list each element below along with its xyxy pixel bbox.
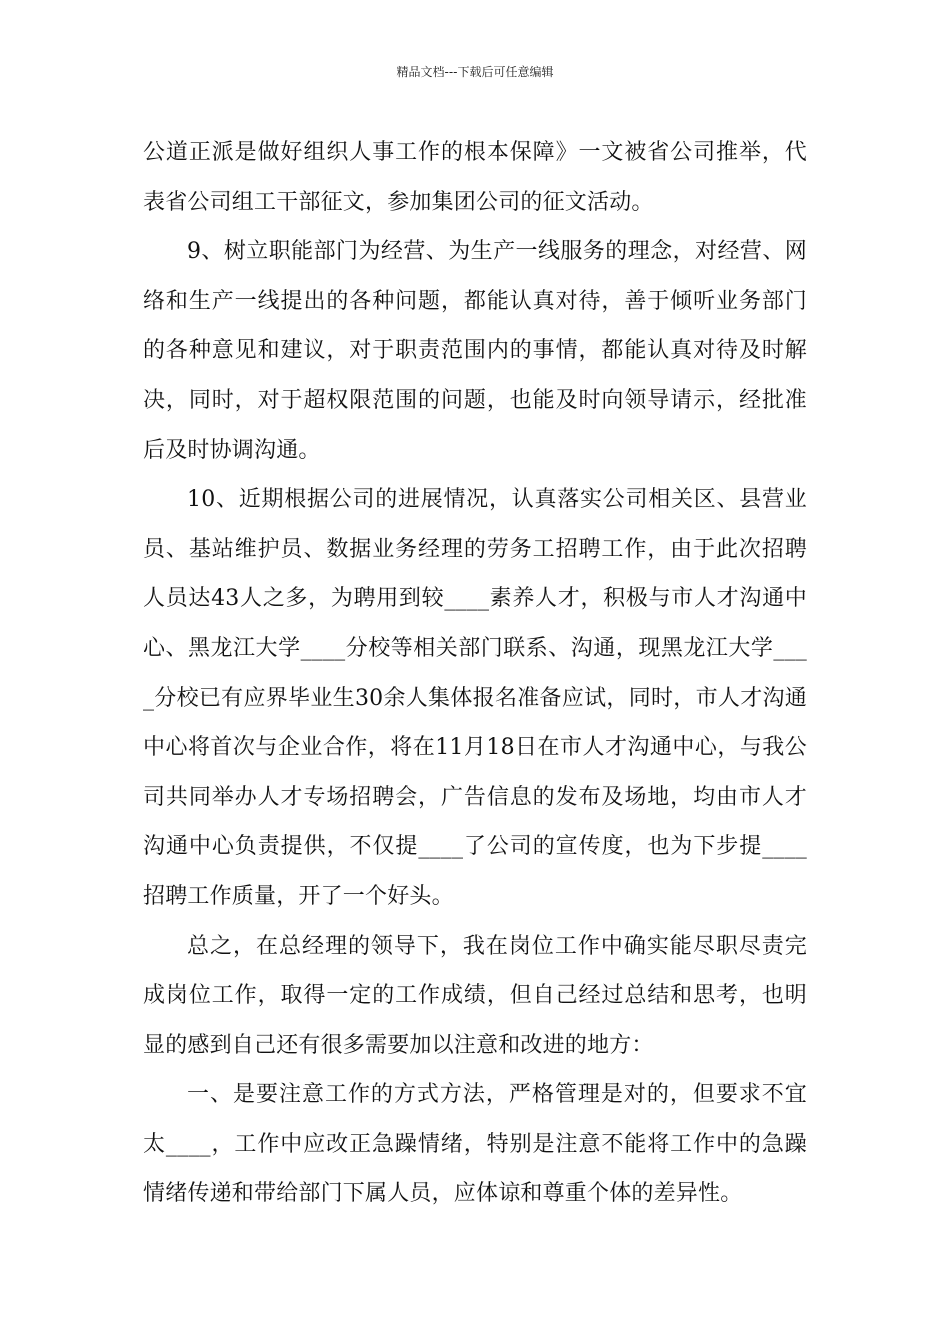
document-body	[143, 128, 807, 1219]
page-header: 精品文档---下载后可任意编辑	[396, 65, 554, 79]
paragraph-summary: 总之，在总经理的领导下，我在岗位工作中确实能尽职尽责完成岗位工作，取得一定的工作成绩，但自己经过总结和思考，也明显的感到自己还有很多需要加以注意和改进的地方：	[143, 933, 807, 1058]
paragraph-item-10: 10、近期根据公司的进展情况，认真落实公司相关区、县营业员、基站维护员、数据业务经理的劳务工招聘工作，由于此次招聘人员达43人之多，为聘用到较____素养人才，积极与市人才沟通中心、黑龙江大学____分校等相关部门联系、沟通，现黑龙江大学____分校已有应界毕业生30余人集体报名准备应试，同时，市人才沟通中心将首次与企业合作，将在11月18日在市人才沟通中心，与我公司共同举办人才专场招聘会，广告信息的发布及场地，均由市人才沟通中心负责提供，不仅提____了公司的宣传度，也为下步提____招聘工作质量，开了一个好头。	[143, 487, 807, 909]
paragraph-point-one: 一、是要注意工作的方式方法，严格管理是对的，但要求不宜太____，工作中应改正急躁情绪，特别是注意不能将工作中的急躁情绪传递和带给部门下属人员，应体谅和尊重个体的差异性。	[143, 1082, 807, 1207]
paragraph-continuation: 公道正派是做好组织人事工作的根本保障》一文被省公司推举，代表省公司组工干部征文，参加集团公司的征文活动。	[143, 140, 807, 215]
paragraph-item-9: 9、树立职能部门为经营、为生产一线服务的理念，对经营、网络和生产一线提出的各种问题，都能认真对待，善于倾听业务部门的各种意见和建议，对于职责范围内的事情，都能认真对待及时解决，同时，对于超权限范围的问题，也能及时向领导请示，经批准后及时协调沟通。	[143, 239, 807, 463]
